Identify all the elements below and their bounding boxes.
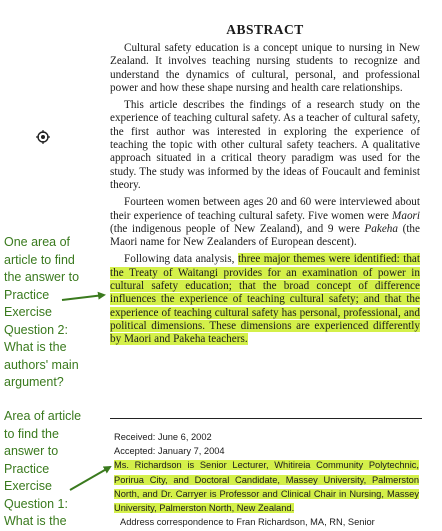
accepted-date: Accepted: January 7, 2004: [114, 446, 225, 457]
correspondence-address: Address correspondence to Fran Richardson, MA, RN, Senior: [120, 517, 375, 528]
paragraph-3-text-end: (the Maori name for New Zealanders of European descent).: [110, 222, 420, 249]
annotation-question-1: Area of article to find the answer to Practice Exercise Question 1: What is the: [4, 409, 82, 528]
footnote-divider: [110, 418, 422, 419]
abstract-body: [110, 42, 420, 351]
author-affiliations: [114, 458, 419, 515]
pakeha-term: Pakeha: [364, 222, 398, 235]
annotation-question-2: One area of article to find the answer to Practice Exercise Question 2: What is the authors' main argument?: [4, 235, 80, 389]
abstract-paragraph-3: [110, 196, 420, 249]
received-date: Received: June 6, 2002: [114, 432, 212, 442]
article-footnote: [114, 430, 419, 529]
paragraph-3-text-start: Fourteen women between ages 20 and 60 were interviewed about their experience of teaching cultural safety. Five women were: [110, 196, 420, 222]
abstract-paragraph-2: This article describes the findings of a research study on the experience of teaching cultural safety. As a teacher of cultural safety, the first author was interested in exploring the experience of teaching the topic with other cultural safety teachers. A qualitative approach situated in a critical theory paradigm was used for the study. The study was informed by the ideas of Foucault and feminist theory.: [110, 99, 420, 191]
highlighted-author-affiliations: Ms. Richardson is Senior Lecturer, Whitireia Community Polytechnic, Porirua City, and Doctoral Candidate, Massey University, Palmerston North, and Dr. Carryer is Professor and Clinical Chair in Nursing, Massey University, Palmerston North, New Zealand.: [114, 460, 419, 514]
abstract-paragraph-1: Cultural safety education is a concept unique to nursing in New Zealand. It involves teaching nursing students to recognize and understand the dynamics of cultural, personal, and professional power and how these shape nursing and health care relationships.: [110, 42, 420, 94]
maori-term: Maori: [392, 209, 420, 222]
abstract-paragraph-4: [110, 253, 420, 346]
highlighted-main-argument: three major themes were identified: that the Treaty of Waitangi provides for an examination of power in cultural safety education; that the broad concept of difference influences the experience of teaching cultural safety; and that the experience of teaching cultural safety has personal, professional, and political dimensions. These dimensions are experienced differently by Maori and Pakeha teachers.: [110, 253, 420, 346]
paragraph-3-text-middle: (the indigenous people of New Zealand), and 9 were: [110, 222, 365, 235]
crosshair-target-icon[interactable]: [36, 130, 50, 144]
paragraph-4-text-start: Following data analysis,: [124, 253, 238, 266]
abstract-heading: ABSTRACT: [226, 22, 304, 37]
